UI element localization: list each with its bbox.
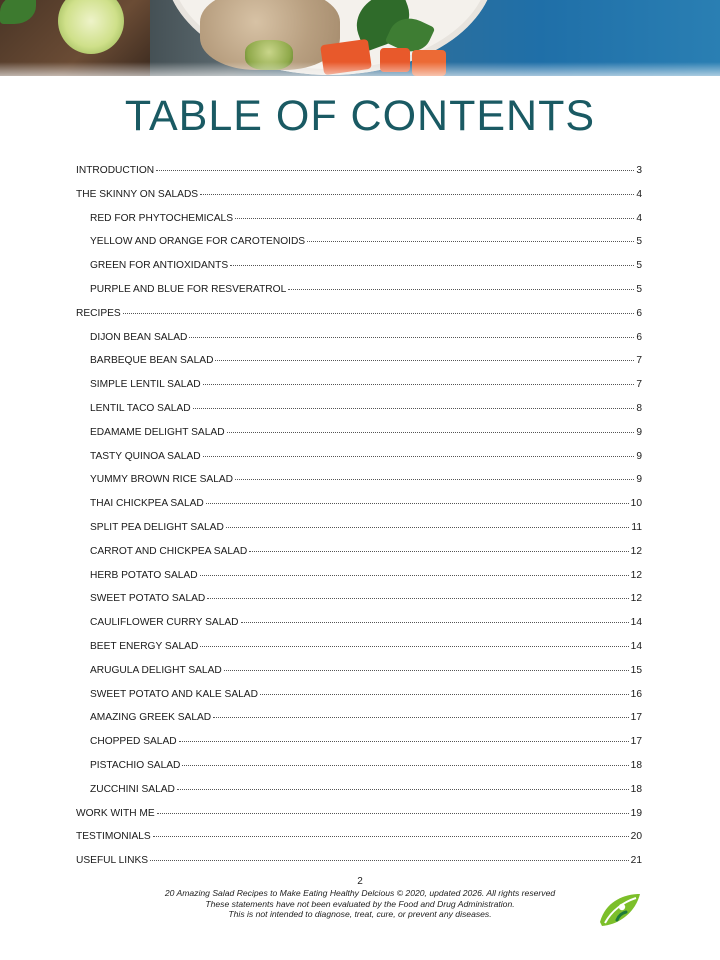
toc-entry[interactable] (76, 736, 642, 760)
toc-entry[interactable] (76, 808, 642, 832)
dot-leader (177, 789, 629, 790)
toc-entry-page-number: 17 (630, 736, 642, 748)
toc-entry-label: SPLIT PEA DELIGHT SALAD (90, 521, 224, 533)
toc-entry-label: CARROT AND CHICKPEA SALAD (90, 545, 248, 557)
toc-entry-label: BARBEQUE BEAN SALAD (90, 355, 214, 367)
toc-entry[interactable] (76, 474, 642, 498)
toc-entry-page-number: 3 (636, 165, 642, 176)
toc-entry-label: ZUCCHINI SALAD (90, 783, 175, 795)
toc-entry[interactable] (76, 712, 642, 736)
toc-entry-page-number: 10 (630, 498, 642, 510)
dot-leader (182, 765, 628, 766)
toc-entry-page-number: 12 (630, 569, 642, 581)
toc-entry-label: USEFUL LINKS (76, 855, 149, 867)
dot-leader (224, 670, 629, 671)
toc-entry-label: INTRODUCTION (76, 165, 155, 176)
toc-entry[interactable] (76, 284, 642, 308)
toc-entry-page-number: 12 (630, 593, 642, 605)
toc-entry-label: PURPLE AND BLUE FOR RESVERATROL (90, 283, 287, 295)
toc-entry[interactable] (76, 784, 642, 808)
page-number: 2 (357, 876, 363, 887)
toc-entry-page-number: 7 (636, 355, 642, 367)
toc-entry[interactable] (76, 617, 642, 641)
dot-leader (153, 836, 629, 837)
toc-entry-page-number: 9 (636, 450, 642, 462)
dot-leader (203, 456, 634, 457)
toc-entry[interactable] (76, 641, 642, 665)
toc-entry[interactable] (76, 760, 642, 784)
toc-entry-label: CHOPPED SALAD (90, 736, 177, 748)
toc-entry-page-number: 7 (636, 379, 642, 391)
toc-entry-page-number: 9 (636, 426, 642, 438)
toc-entry-label: PISTACHIO SALAD (90, 759, 181, 771)
dot-leader (200, 194, 634, 195)
toc-entry-page-number: 5 (636, 283, 642, 295)
toc-entry-label: TESTIMONIALS (76, 831, 151, 843)
toc-entry-page-number: 6 (636, 331, 642, 343)
dot-leader (189, 337, 634, 338)
toc-entry-label: SWEET POTATO AND KALE SALAD (90, 688, 258, 700)
toc-entry[interactable] (76, 403, 642, 427)
leaf-person-logo-icon (596, 892, 642, 928)
toc-entry[interactable] (76, 379, 642, 403)
toc-entry-label: LENTIL TACO SALAD (90, 402, 191, 414)
toc-entry-page-number: 4 (636, 188, 642, 200)
toc-entry-page-number: 21 (630, 855, 642, 867)
dot-leader (260, 694, 629, 695)
toc-entry[interactable] (76, 451, 642, 475)
dot-leader (215, 360, 634, 361)
toc-entry[interactable] (76, 236, 642, 260)
dot-leader (235, 218, 634, 219)
toc-entry-label: GREEN FOR ANTIOXIDANTS (90, 260, 229, 272)
toc-entry-page-number: 17 (630, 712, 642, 724)
toc-entry[interactable] (76, 213, 642, 237)
toc-entry-label: HERB POTATO SALAD (90, 569, 198, 581)
toc-entry-page-number: 14 (630, 640, 642, 652)
toc-entry-page-number: 8 (636, 402, 642, 414)
toc-entry[interactable] (76, 355, 642, 379)
dot-leader (207, 598, 628, 599)
dot-leader (123, 313, 634, 314)
toc-entry-label: YUMMY BROWN RICE SALAD (90, 474, 234, 486)
dot-leader (193, 408, 634, 409)
toc-entry-page-number: 9 (636, 474, 642, 486)
dot-leader (226, 527, 630, 528)
toc-entry-label: WORK WITH ME (76, 807, 155, 819)
toc-entry-label: EDAMAME DELIGHT SALAD (90, 426, 225, 438)
page-title: TABLE OF CONTENTS (124, 92, 596, 140)
toc-entry-label: AMAZING GREEK SALAD (90, 712, 212, 724)
table-of-contents (76, 165, 642, 879)
toc-entry-label: SWEET POTATO SALAD (90, 593, 206, 605)
toc-entry-page-number: 15 (630, 664, 642, 676)
toc-entry-page-number: 6 (636, 307, 642, 319)
toc-entry[interactable] (76, 593, 642, 617)
dot-leader (200, 575, 629, 576)
toc-entry[interactable] (76, 498, 642, 522)
toc-entry[interactable] (76, 260, 642, 284)
fda-disclaimer-line: These statements have not been evaluated by the Food and Drug Administration. (205, 898, 515, 909)
toc-entry-page-number: 5 (636, 236, 642, 248)
toc-entry-page-number: 11 (631, 521, 642, 533)
toc-entry-label: RED FOR PHYTOCHEMICALS (90, 212, 234, 224)
toc-entry-label: YELLOW AND ORANGE FOR CAROTENOIDS (90, 236, 306, 248)
medical-disclaimer-line: This is not intended to diagnose, treat, cure, or prevent any diseases. (228, 909, 492, 920)
toc-entry-page-number: 5 (636, 260, 642, 272)
toc-entry-page-number: 14 (630, 617, 642, 629)
toc-entry[interactable] (76, 689, 642, 713)
toc-entry[interactable] (76, 189, 642, 213)
toc-entry-page-number: 4 (636, 212, 642, 224)
toc-entry-page-number: 16 (630, 688, 642, 700)
dot-leader (235, 479, 634, 480)
dot-leader (227, 432, 634, 433)
dot-leader (157, 813, 629, 814)
toc-entry[interactable] (76, 665, 642, 689)
toc-entry[interactable] (76, 522, 642, 546)
dot-leader (213, 717, 629, 718)
header-photo (0, 0, 720, 76)
dot-leader (179, 741, 629, 742)
toc-entry[interactable] (76, 165, 642, 189)
toc-entry-page-number: 18 (630, 759, 642, 771)
toc-entry[interactable] (76, 332, 642, 356)
dot-leader (241, 622, 629, 623)
copyright-line: 20 Amazing Salad Recipes to Make Eating Healthy Delcious © 2020, updated 2026. All rights reserved (164, 888, 556, 898)
toc-entry-label: THAI CHICKPEA SALAD (90, 498, 204, 510)
dot-leader (230, 265, 634, 266)
toc-entry[interactable] (76, 831, 642, 855)
dot-leader (203, 384, 634, 385)
dot-leader (249, 551, 628, 552)
toc-entry-label: ARUGULA DELIGHT SALAD (90, 664, 222, 676)
toc-entry[interactable] (76, 570, 642, 594)
toc-entry-page-number: 19 (630, 807, 642, 819)
toc-entry-label: DIJON BEAN SALAD (90, 331, 188, 343)
toc-entry[interactable] (76, 546, 642, 570)
dot-leader (288, 289, 634, 290)
dot-leader (150, 860, 629, 861)
toc-entry[interactable] (76, 308, 642, 332)
toc-entry-label: THE SKINNY ON SALADS (76, 188, 199, 200)
dot-leader (206, 503, 629, 504)
dot-leader (200, 646, 628, 647)
toc-entry-label: BEET ENERGY SALAD (90, 640, 199, 652)
toc-entry-page-number: 20 (630, 831, 642, 843)
dot-leader (156, 170, 634, 171)
toc-entry-label: SIMPLE LENTIL SALAD (90, 379, 201, 391)
toc-entry-label: RECIPES (76, 307, 121, 319)
toc-entry-page-number: 18 (630, 783, 642, 795)
toc-entry-label: CAULIFLOWER CURRY SALAD (90, 617, 239, 629)
toc-entry-label: TASTY QUINOA SALAD (90, 450, 201, 462)
toc-entry-page-number: 12 (630, 545, 642, 557)
toc-entry[interactable] (76, 427, 642, 451)
dot-leader (307, 241, 634, 242)
